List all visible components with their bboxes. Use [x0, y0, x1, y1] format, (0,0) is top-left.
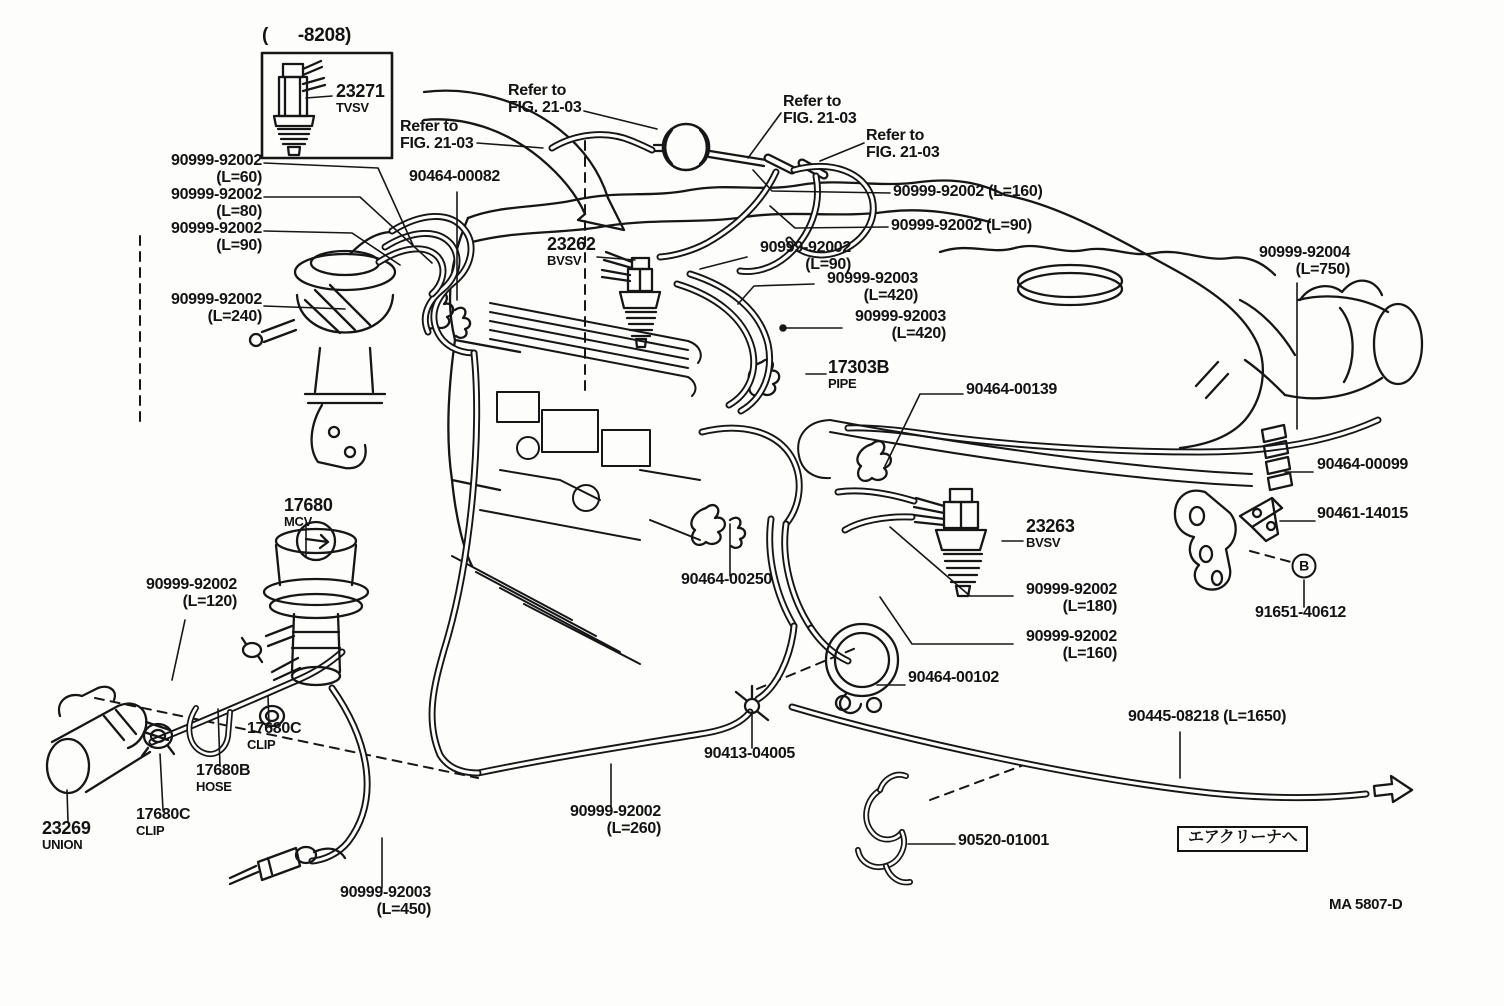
part-label-hose-l160b-line: (L=160) — [1062, 644, 1117, 662]
part-label-bvsv-23263-line: BVSV — [1026, 535, 1061, 551]
part-label-hose-l750-line: 90999-92004 — [1258, 244, 1350, 261]
part-label-refer-1-line: FIG. 21-03 — [508, 98, 582, 116]
part-label-refer-1 — [508, 83, 581, 117]
part-label-clip-a-line: 17680C — [247, 720, 302, 737]
part-label-hose-l420a-line: (L=420) — [863, 286, 918, 304]
part-label-inset-note-line: ( -8208) — [262, 25, 352, 46]
part-label-hose-l60 — [171, 153, 262, 187]
part-label-hose-l160a — [893, 184, 1043, 201]
part-label-hose-l160b — [1026, 629, 1117, 663]
part-label-tvsv-line: 23271 — [336, 81, 385, 101]
part-label-refer-4-line: Refer to — [866, 127, 925, 144]
part-label-hose-17680b-line: HOSE — [196, 778, 232, 794]
part-label-refer-1-line: Refer to — [508, 82, 567, 99]
part-label-hose-l750 — [1259, 245, 1350, 279]
part-label-view-b-line: B — [1299, 557, 1309, 574]
part-label-hose-l80-line: 90999-92002 — [170, 186, 262, 203]
part-label-hose-17680b-line: 17680B — [196, 762, 251, 779]
part-label-bvsv-23262 — [547, 235, 596, 268]
part-label-view-b — [1292, 554, 1317, 579]
part-label-refer-2-line: Refer to — [400, 118, 459, 135]
part-label-part-01001 — [958, 833, 1049, 850]
part-label-pipe-17303b — [828, 358, 889, 391]
part-label-bvsv-23262-line: 23262 — [547, 234, 596, 254]
part-label-hose-l160b-line: 90999-92002 — [1025, 628, 1117, 645]
part-label-hose-l750-line: (L=750) — [1295, 260, 1350, 278]
part-label-hose-l240-line: (L=240) — [207, 307, 262, 325]
part-label-hose-l60-line: 90999-92002 — [170, 152, 262, 169]
part-label-hose-l450-line: (L=450) — [376, 900, 431, 918]
part-label-part-00099-line: 90464-00099 — [1317, 456, 1409, 473]
part-label-hose-l420a-line: 90999-92003 — [826, 270, 918, 287]
part-label-hose-l90c — [891, 218, 1032, 235]
part-label-bvsv-23262-line: BVSV — [547, 253, 582, 269]
part-label-mcv-17680 — [284, 496, 333, 529]
part-label-hose-l240-line: 90999-92002 — [170, 291, 262, 308]
part-label-clip-a — [247, 721, 301, 752]
part-label-refer-3 — [783, 94, 856, 128]
part-label-hose-l80-line: (L=80) — [216, 202, 262, 220]
part-label-hose-l450 — [340, 885, 431, 919]
part-label-hose-l420b-line: (L=420) — [891, 324, 946, 342]
part-label-refer-3-line: FIG. 21-03 — [783, 109, 857, 127]
part-label-hose-l60-line: (L=60) — [216, 168, 262, 186]
part-label-hose-l160a-line: 90999-92002 (L=160) — [893, 183, 1043, 200]
part-label-hose-l450-line: 90999-92003 — [339, 884, 431, 901]
part-label-tvsv — [336, 82, 385, 115]
part-label-hose-l90b-line: (L=90) — [805, 255, 851, 273]
part-label-clamp-00102-line: 90464-00102 — [908, 669, 1000, 686]
part-label-mcv-17680-line: 17680 — [284, 495, 333, 515]
part-label-hose-l1650-line: 90445-08218 (L=1650) — [1128, 708, 1287, 725]
part-label-hose-l90a-line: 90999-92002 — [170, 220, 262, 237]
part-label-refer-3-line: Refer to — [783, 93, 842, 110]
part-label-hose-l420a — [827, 271, 918, 305]
part-label-hose-l180 — [1026, 582, 1117, 616]
part-label-union-23269-line: 23269 — [42, 818, 91, 838]
part-label-hose-l1650 — [1128, 709, 1286, 726]
part-label-clamp-00139-line: 90464-00139 — [966, 381, 1058, 398]
part-label-air-cleaner — [1177, 826, 1308, 852]
part-label-part-91651 — [1255, 605, 1346, 622]
part-label-tvsv-line: TVSV — [336, 100, 369, 116]
part-label-bvsv-23263-line: 23263 — [1026, 516, 1075, 536]
part-label-refer-4 — [866, 128, 939, 162]
part-label-hose-l80 — [171, 187, 262, 221]
part-label-clamp-00139 — [966, 382, 1057, 399]
part-label-part-00099 — [1317, 457, 1408, 474]
part-label-tee-04005 — [704, 746, 795, 763]
part-label-hose-l90a — [171, 221, 262, 255]
part-label-mcv-17680-line: MCV — [284, 514, 312, 530]
part-label-union-23269-line: UNION — [42, 837, 83, 853]
part-label-hose-17680b — [196, 763, 250, 794]
part-label-inset-note — [262, 26, 351, 46]
part-label-clip-b-line: CLIP — [136, 822, 165, 838]
part-label-air-cleaner-line: エアクリーナへ — [1188, 829, 1298, 846]
part-label-clip-a-line: CLIP — [247, 736, 276, 752]
part-label-part-91651-line: 91651-40612 — [1255, 604, 1347, 621]
part-label-part-14015-line: 90461-14015 — [1317, 505, 1409, 522]
part-label-drawing-code — [1329, 897, 1402, 913]
part-label-clamp-00082 — [409, 169, 500, 186]
part-label-clip-b-line: 17680C — [136, 806, 191, 823]
part-label-hose-l260 — [570, 804, 661, 838]
part-label-refer-2 — [400, 119, 473, 153]
part-label-part-01001-line: 90520-01001 — [958, 832, 1050, 849]
part-label-bvsv-23263 — [1026, 517, 1075, 550]
part-label-drawing-code-line: MA 5807-D — [1329, 896, 1403, 913]
part-label-hose-l420b-line: 90999-92003 — [854, 308, 946, 325]
part-label-hose-l420b — [855, 309, 946, 343]
part-label-hose-l260-line: 90999-92002 — [569, 803, 661, 820]
part-label-refer-2-line: FIG. 21-03 — [400, 134, 474, 152]
part-label-pipe-17303b-line: PIPE — [828, 376, 857, 392]
part-label-hose-l90c-line: 90999-92002 (L=90) — [891, 217, 1032, 234]
part-label-pipe-17303b-line: 17303B — [828, 357, 890, 377]
part-label-hose-l90b-line: 90999-92002 — [759, 239, 851, 256]
part-label-hose-l260-line: (L=260) — [606, 819, 661, 837]
part-label-part-14015 — [1317, 506, 1408, 523]
part-label-hose-l120-line: (L=120) — [182, 592, 237, 610]
part-label-clamp-00102 — [908, 670, 999, 687]
part-label-hose-l180-line: 90999-92002 — [1025, 581, 1117, 598]
part-label-union-23269 — [42, 819, 91, 852]
part-label-hose-l240 — [171, 292, 262, 326]
part-label-hose-l120 — [146, 577, 237, 611]
part-label-refer-4-line: FIG. 21-03 — [866, 143, 940, 161]
part-label-hose-l180-line: (L=180) — [1062, 597, 1117, 615]
part-label-hose-l90a-line: (L=90) — [216, 236, 262, 254]
part-label-hose-l90b — [760, 240, 851, 274]
part-label-clamp-00250 — [681, 572, 772, 589]
part-label-clip-b — [136, 807, 190, 838]
part-label-clamp-00082-line: 90464-00082 — [409, 168, 501, 185]
part-label-clamp-00250-line: 90464-00250 — [681, 571, 773, 588]
part-label-tee-04005-line: 90413-04005 — [704, 745, 796, 762]
part-label-hose-l120-line: 90999-92002 — [145, 576, 237, 593]
